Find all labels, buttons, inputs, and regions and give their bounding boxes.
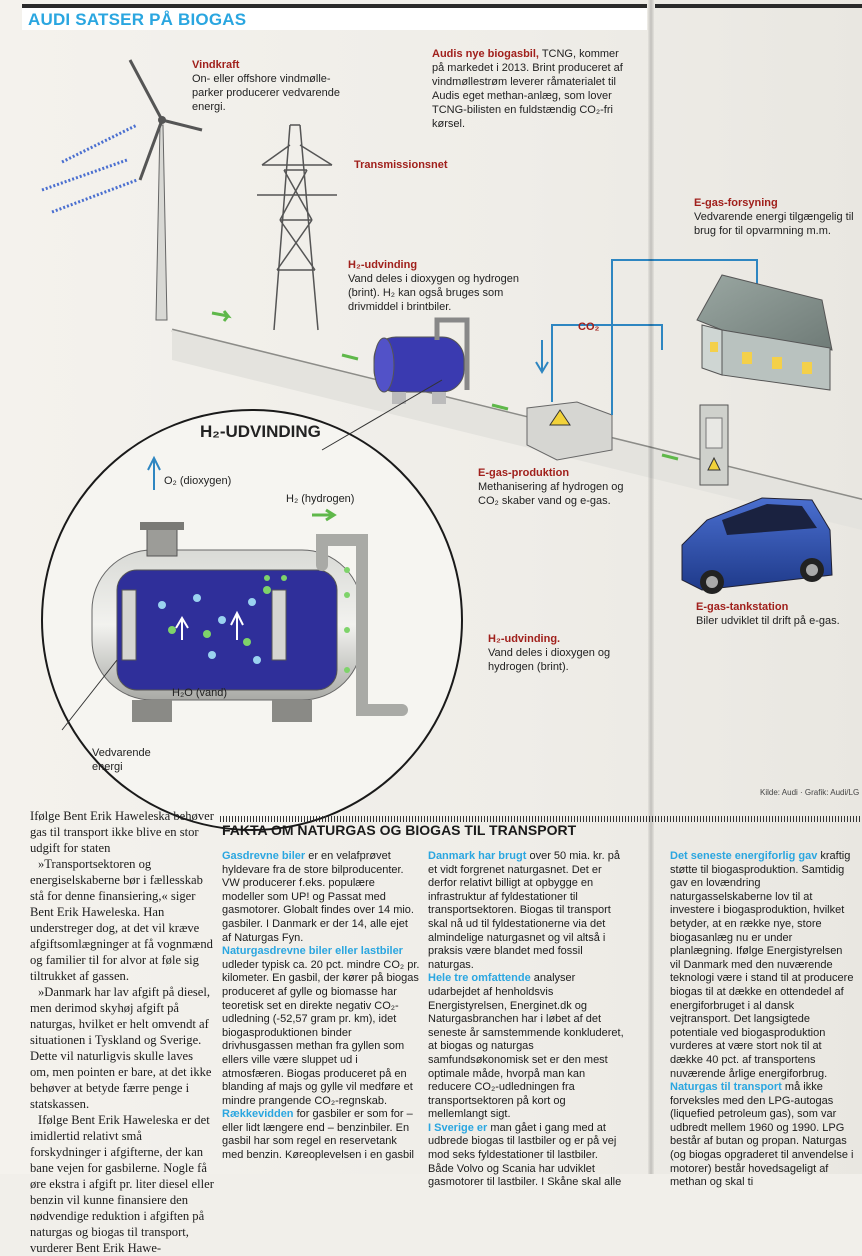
fact-lead: Hele tre omfattende <box>428 972 531 985</box>
annotation-vindkraft <box>192 58 352 114</box>
facts-column-2 <box>428 850 626 1190</box>
wind-streak <box>52 180 137 212</box>
annotation-title: E-gas-produktion <box>478 467 570 479</box>
annotation-text: Methanisering af hydrogen og CO₂ skaber vand og e-gas. <box>478 481 624 507</box>
fact-text: analyser udarbejdet af henholdsvis Energistyrelsen, Energinet.dk og Naturgasbranchen har i løbet af det seneste år samstemmende konkluderet, at biogas og naturgas samfundsøkonomisk set er den mest optimale måde, hvorpå man kan reducere CO₂-udledningen fra transportsektoren på kort og mellemlangt sigt. <box>428 972 624 1121</box>
fact-text: over 50 mia. kr. på et vidt forgrenet naturgasnet. Det er derfor relativt billigt at opbygge en infrastruktur af fyldestationer til transportsektoren. Biogas til transport skal nå ud til fyldestationerne via det almindelige naturgasnet og vil altså i praksis være blandet med fossil naturgas. <box>428 850 620 971</box>
page-headline: AUDI SATSER PÅ BIOGAS <box>28 10 247 29</box>
annotation-text: Vedvarende energi tilgængelig til brug for til opvarmning m.m. <box>694 211 854 237</box>
annotation-h2-lower <box>488 632 638 674</box>
annotation-transmission <box>354 158 448 172</box>
label-h2: H₂ (hydrogen) <box>286 493 355 505</box>
label-h2o: H₂O (vand) <box>172 687 228 699</box>
wind-turbine <box>42 60 202 320</box>
annotation-co2 <box>578 320 599 334</box>
fact-lead: Naturgas til transport <box>670 1081 782 1094</box>
turbine-hub <box>158 116 166 124</box>
annotation-text: TCNG, kommer på markedet i 2013. Brint produceret af vindmøllestrøm leverer råmaterialet til Audis eget methan-anlæg, som lover TCNG-bilisten en fuldstændig CO₂-fri kørsel. <box>432 48 623 130</box>
annotation-h2-upper <box>348 258 528 314</box>
fact-lead: Gasdrevne biler <box>222 850 306 862</box>
turbine-blade <box>130 60 162 120</box>
co2-arrow <box>536 340 548 372</box>
fact-text: man gået i gang med at udbrede biogas til lastbiler og er på vej mod seks fyldestationer til lastbiler. Både Volvo og Scania har udviklet gasmotorer til lastbiler. I Skåne skal alle <box>428 1121 622 1189</box>
fact-text: er en velafprøvet hyldevare fra de store bilproducenter. VW producerer f.eks. populære modeller som UP! og Passat med gasmotorer. Globalt findes over 14 mio. gasbiler. I Danmark er der 14, alle ejet af Naturgas Fyn. <box>222 850 414 944</box>
facts-column-3 <box>670 850 855 1190</box>
fact-lead: Naturgasdrevne biler eller lastbiler <box>222 945 403 958</box>
turbine-blade <box>162 120 202 130</box>
fuel-pump <box>700 405 728 485</box>
circle-title: H₂-UDVINDING <box>200 422 321 441</box>
flow-arrow <box>342 355 358 359</box>
article-column <box>30 808 214 1256</box>
wind-streak <box>42 160 127 190</box>
annotation-text: Vand deles i dioxygen og hydrogen (brint). H₂ kan også bruges som drivmiddel i brintbiler. <box>348 273 520 313</box>
wind-streak <box>62 125 137 162</box>
fact-lead: Rækkevidden <box>222 1108 294 1121</box>
annotation-title: E-gas-forsyning <box>694 197 778 209</box>
label-vedvarende: Vedvarende energi <box>92 747 151 773</box>
annotation-title: H₂-udvinding <box>348 259 418 271</box>
fact-text: for gasbiler er som for – eller lidt længere end – benzinbiler. En gasbil har som regel en reservetank med benzin. Køreoplevelsen i en gasbil <box>222 1108 415 1162</box>
article-paragraph: Ifølge Bent Erik Haweleska behøver gas til transport ikke blive en stor udgift for staten <box>30 809 214 855</box>
fact-lead: Danmark har brugt <box>428 850 527 862</box>
annotation-title: Vindkraft <box>192 59 240 71</box>
facts-column-1 <box>222 850 420 1163</box>
annotation-egas-supply <box>694 196 862 238</box>
annotation-title: Audis nye biogasbil, <box>432 48 539 60</box>
article-paragraph: »Transportsektoren og energiselskaberne bør i fællesskab stå for denne finansiering,« siger Bent Erik Haweleska. Han understreger dog, at det vil kræve afgiftsomlægninger at få vognmænd og familier til for alvor at føle sig tiltrukket af gassen. <box>30 857 213 983</box>
fact-lead: Det seneste energiforlig gav <box>670 850 818 862</box>
label-o2: O₂ (dioxygen) <box>164 475 232 487</box>
facts-title: FAKTA OM NATURGAS OG BIOGAS TIL TRANSPORT <box>222 822 577 838</box>
annotation-title: CO₂ <box>578 321 600 333</box>
house <box>697 275 832 390</box>
fact-text: må ikke forveksles med den LPG-autogas (liquefied petroleum gas), som var udbredt mellem 1960 og 1990. LPG består af butan og propan. Naturgas (og biogas opgraderet til anvendelse i motorer) består hovedsageligt af methan og skal ti <box>670 1081 854 1189</box>
turbine-tower <box>156 125 167 320</box>
annotation-text: Vand deles i dioxygen og hydrogen (brint). <box>488 647 611 673</box>
annotation-title: Transmissionsnet <box>354 159 448 171</box>
article-paragraph: Ifølge Bent Erik Haweleska er det imidlertid relativt små forskydninger i afgifterne, der kan bane vejen for gasbilerne. Nogle få øre ekstra i afgift pr. liter diesel eller benzin vil kunne finansiere den nødvendige reduktion i afgiften på naturgas og biogas til transport, vurderer Bent Erik Hawe- <box>30 1113 214 1255</box>
graphic-credit: Kilde: Audi · Grafik: Audi/LG <box>760 788 860 797</box>
annotation-title: E-gas-tankstation <box>696 601 789 613</box>
headline-bar <box>22 4 647 30</box>
co2-pipe <box>552 325 662 402</box>
fact-text: udleder typisk ca. 20 pct. mindre CO₂ pr. kilometer. En gasbil, der kører på biogas produceret af gylle og biomasse har teoretisk set en direkte negativ CO₂-udledning (-52,57 gram pr. km), idet biogasproduktionen binder drivhusgassen methan fra gyllen som ellers ville være sluppet ud i atmosfæren. Biogas produceret på en blanding af majs og gylle vil medføre et mindre prangende CO₂-regnskab. <box>222 958 420 1107</box>
annotation-title: H₂-udvinding. <box>488 633 561 645</box>
biogas-infographic <box>22 30 862 800</box>
article-paragraph: »Danmark har lav afgift på diesel, men derimod skyhøj afgift på naturgas, hvilket er helt omvendt af situationen i Tyskland og Sverige. Dette vil naturligvis skulle laves om, men pointen er bare, at det ikke behøver at betyde færre penge i statskassen. <box>30 985 212 1111</box>
annotation-tank-station <box>696 600 862 628</box>
car <box>682 498 832 594</box>
fact-lead: I Sverige er <box>428 1121 488 1134</box>
page-fold <box>648 0 654 1174</box>
annotation-text: Biler udviklet til drift på e-gas. <box>696 615 840 627</box>
annotation-audi-gas <box>432 47 632 131</box>
annotation-text: On- eller offshore vindmølle-parker producerer vedvarende energi. <box>192 73 340 113</box>
annotation-egas-production <box>478 466 628 508</box>
infographic-illustration <box>22 30 862 800</box>
power-pylon <box>257 125 337 330</box>
header-rule <box>655 4 862 8</box>
flow-arrow <box>212 311 228 321</box>
fact-text: kraftig støtte til biogasproduktion. Samtidig gav en lovændring naturgasselskaberne lov til at investere i biogasproduktion, hvilket betyder, at en række nye, store biogasanlæg nu er under planlægning. Ifølge Energistyrelsen vil Danmark med den nuværende teknologi være i stand til at producere biogas til at dække en ottendedel af energiforbruget i al dansk vejtransport. Det langsigtede potentiale ved biogasproduktion vurderes at være stort nok til at dække 40 pct. af transportens nuværende årlige energiforbrug. <box>670 850 854 1080</box>
